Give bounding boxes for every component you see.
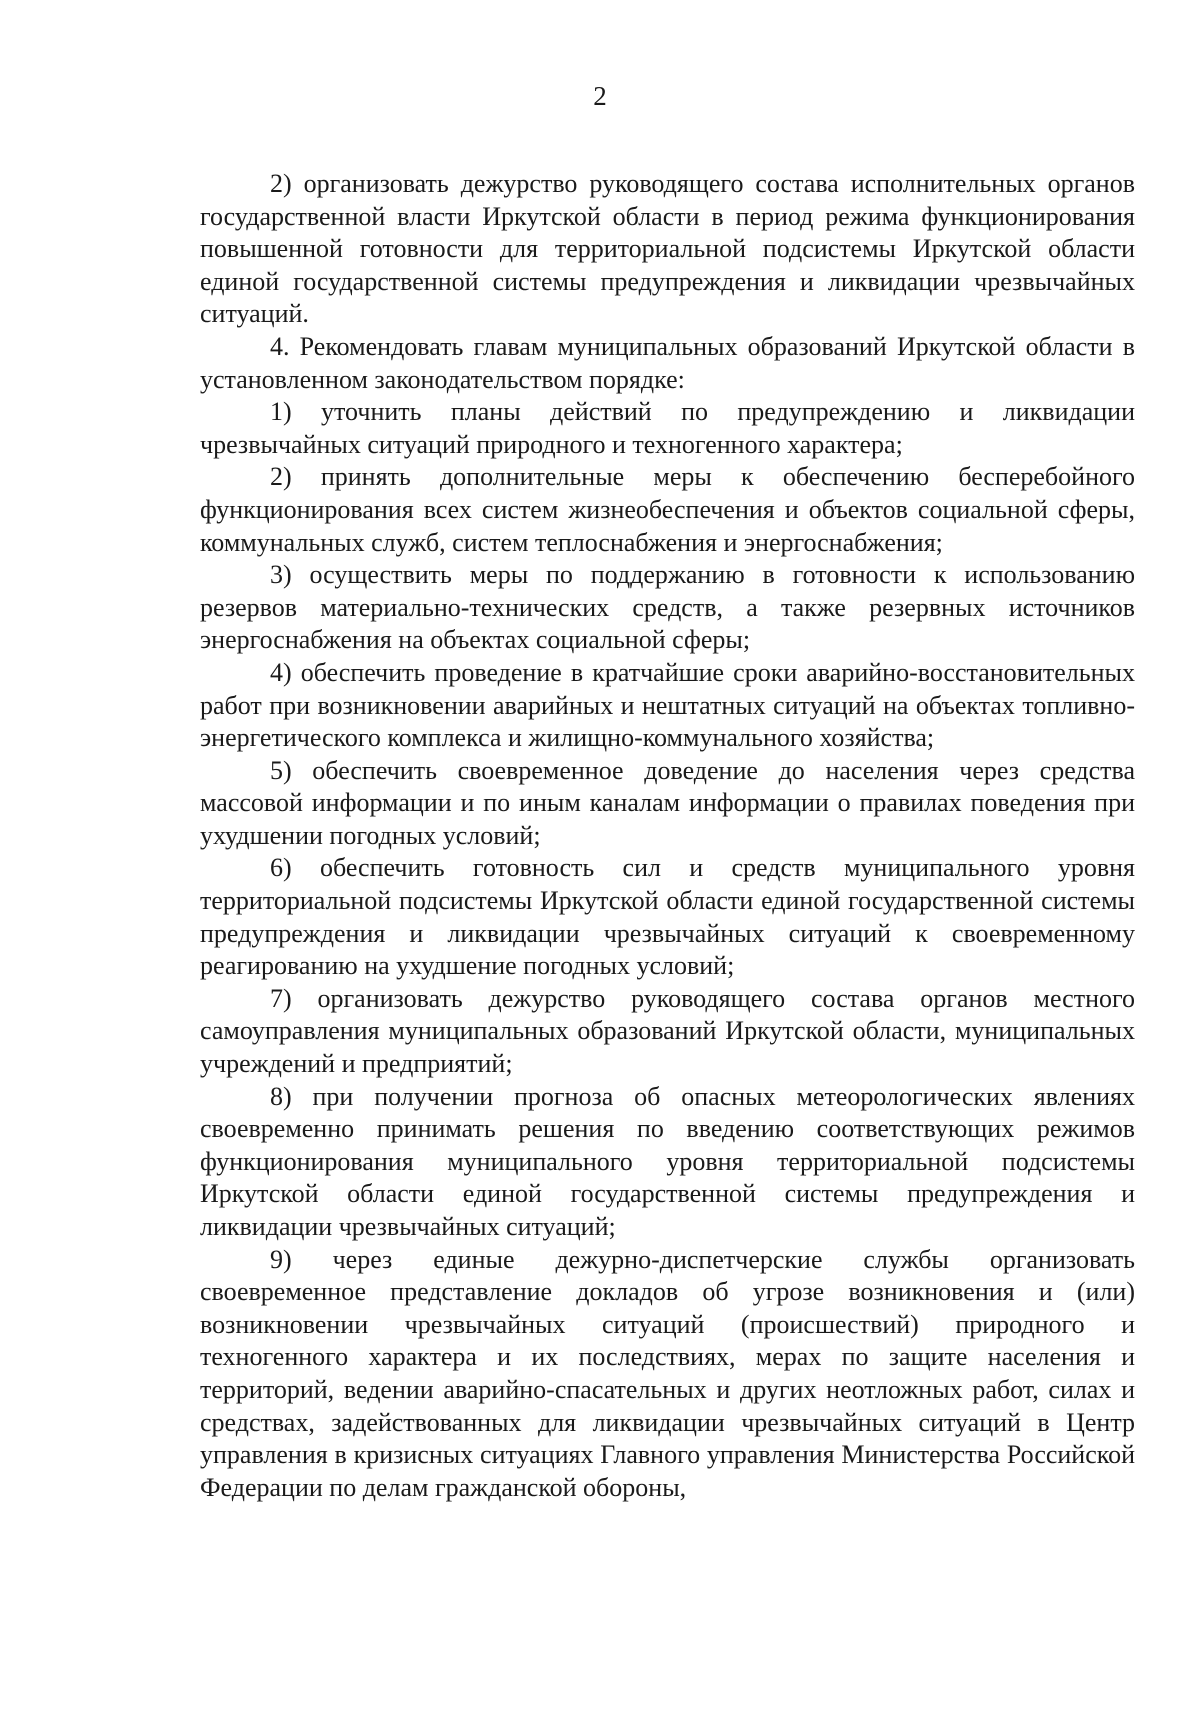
- paragraph-2-organize-duty: 2) организовать дежурство руководящего состава исполнительных органов государственной власти Иркутской области в период режима функционирования повышенной готовности для территориальной подсистемы Иркутской области единой государственной системы предупреждения и ликвидации чрезвычайных ситуаций.: [200, 169, 1135, 329]
- paragraph-item-4: 4) обеспечить проведение в кратчайшие сроки аварийно-восстановительных работ при возникновении аварийных и нештатных ситуаций на объектах топливно-энергетического комплекса и жилищно-коммунального хозяйства;: [200, 657, 1135, 753]
- paragraph-item-1: 1) уточнить планы действий по предупреждению и ликвидации чрезвычайных ситуаций природного и техногенного характера;: [200, 397, 1135, 459]
- paragraph-item-8: 8) при получении прогноза об опасных метеорологических явлениях своевременно принимать решения по введению соответствующих режимов функционирования муниципального уровня территориальной подсистемы Иркутской области единой государственной системы предупреждения и ликвидации чрезвычайных ситуаций;: [200, 1081, 1135, 1241]
- paragraph-item-3: 3) осуществить меры по поддержанию в готовности к использованию резервов материально-технических средств, а также резервных источников энергоснабжения на объектах социальной сферы;: [200, 560, 1135, 655]
- paragraph-item-6: 6) обеспечить готовность сил и средств муниципального уровня территориальной подсистемы Иркутской области единой государственной системы предупреждения и ликвидации чрезвычайных ситуаций к своевременному реагированию на ухудшение погодных условий;: [200, 853, 1135, 981]
- paragraph-item-7: 7) организовать дежурство руководящего состава органов местного самоуправления муниципальных образований Иркутской области, муниципальных учреждений и предприятий;: [200, 983, 1135, 1079]
- document-body: [200, 168, 1135, 1504]
- paragraph-4-recommend: 4. Рекомендовать главам муниципальных образований Иркутской области в установленном законодательством порядке:: [200, 331, 1135, 394]
- paragraph-item-2: 2) принять дополнительные меры к обеспечению бесперебойного функционирования всех систем жизнеобеспечения и объектов социальной сферы, коммунальных служб, систем теплоснабжения и энергоснабжения;: [200, 462, 1135, 557]
- paragraph-item-9: 9) через единые дежурно-диспетчерские службы организовать своевременное представление докладов об угрозе возникновения и (или) возникновении чрезвычайных ситуаций (происшествий) природного и техногенного характера и их последствиях, мерах по защите населения и территорий, ведении аварийно-спасательных и других неотложных работ, силах и средствах, задействованных для ликвидации чрезвычайных ситуаций в Центр управления в кризисных ситуациях Главного управления Министерства Российской Федерации по делам гражданской обороны,: [200, 1244, 1135, 1502]
- paragraph-item-5: 5) обеспечить своевременное доведение до населения через средства массовой информации и по иным каналам информации о правилах поведения при ухудшении погодных условий;: [200, 755, 1135, 850]
- page-number: 2: [593, 81, 607, 111]
